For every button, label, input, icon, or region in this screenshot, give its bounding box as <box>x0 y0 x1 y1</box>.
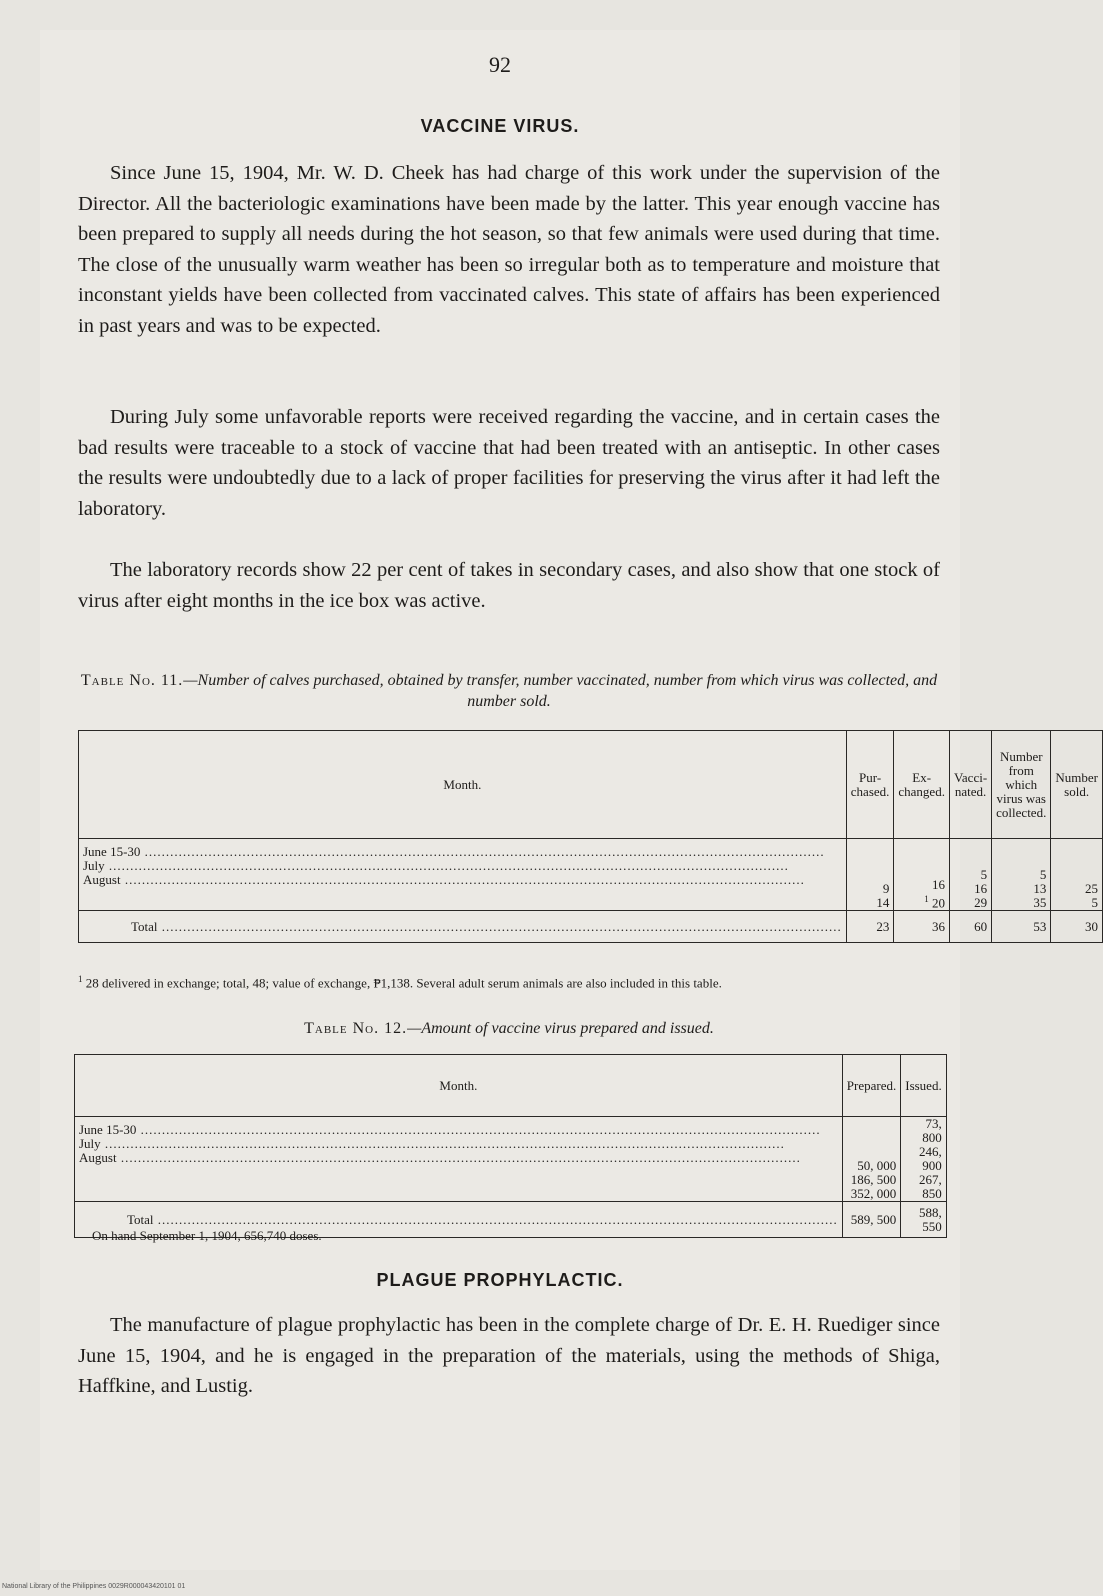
table-11-footnote <box>78 972 940 990</box>
t12-month-august: August ..... <box>79 1151 838 1165</box>
section-heading-plague-prophylactic: PLAGUE PROPHYLACTIC. <box>376 1270 624 1290</box>
t11-total-collected: 53 <box>992 911 1051 943</box>
t11-total-label: Total ..... <box>83 920 842 934</box>
t11-header-purchased: Pur- chased. <box>846 731 894 839</box>
paragraph-3: The laboratory records show 22 per cent of takes in secondary cases, and also show that one stock of virus after eight months in the ice box was active. <box>78 559 940 612</box>
t11-collected-july: 13 <box>1033 881 1047 896</box>
t11-month-july: July ..... <box>83 859 842 873</box>
t11-sold-august: 5 <box>1091 895 1098 910</box>
t12-header-prepared: Prepared. <box>842 1055 900 1117</box>
t11-total-sold: 30 <box>1051 911 1103 943</box>
table-11-caption-text: —Number of calves purchased, obtained by transfer, number vaccinated, number from which virus was collected, and number sold. <box>183 672 938 710</box>
t11-header-sold: Number sold. <box>1051 731 1103 839</box>
table-12-caption <box>78 1018 940 1039</box>
paragraph-2: During July some unfavorable reports were received regarding the vaccine, and in certain cases the bad results were traceable to a stock of vaccine that had been treated with an antiseptic. In other cases the results were undoubtedly due to a lack of proper facilities for preserving the virus after it had left the laboratory. <box>78 406 940 520</box>
table-12-label: Table No. 12. <box>304 1020 408 1037</box>
t11-collected-cell <box>992 839 1051 911</box>
t12-month-cell <box>75 1117 843 1202</box>
t11-sold-cell <box>1051 839 1103 911</box>
t11-total-exchanged: 36 <box>894 911 950 943</box>
t11-month-june: June 15-30 ..... <box>83 845 842 859</box>
t11-month-august: August ..... <box>83 873 842 887</box>
t11-header-vaccinated: Vacci- nated. <box>949 731 991 839</box>
table-11-label: Table No. 11. <box>80 672 184 689</box>
t11-total-label-cell <box>79 911 847 943</box>
t12-header-month: Month. <box>75 1055 843 1117</box>
t12-total-prepared: 589, 500 <box>842 1202 900 1238</box>
table-12-note: On hand September 1, 1904, 656,740 doses. <box>92 1228 322 1243</box>
footnote-text: 28 delivered in exchange; total, 48; value of exchange, ₱1,138. Several adult serum animals are also included in this table. <box>85 975 722 991</box>
t11-exchanged-cell <box>894 839 950 911</box>
t12-issued-august: 267, 850 <box>918 1172 942 1201</box>
t11-purchased-july: 9 <box>882 881 890 896</box>
t11-vaccinated-july: 16 <box>974 881 988 896</box>
table-11 <box>78 730 1103 943</box>
paragraph-1: Since June 15, 1904, Mr. W. D. Cheek has had charge of this work under the supervision of the Director. All the bacteriologic examinations have been made by the latter. This year enough vaccine has been prepared to supply all needs during the hot season, so that few animals were used during that time. The close of the unusually warm weather has been so irregular both as to temperature and moisture that inconstant yields have been collected from vaccinated calves. This state of affairs has been experienced in past years and was to be expected. <box>78 162 940 337</box>
t12-header-issued: Issued. <box>901 1055 946 1117</box>
t11-total-vaccinated: 60 <box>949 911 991 943</box>
t11-total-purchased: 23 <box>846 911 894 943</box>
table-11-caption <box>78 670 940 712</box>
t12-prepared-june: 50, 000 <box>857 1158 897 1173</box>
footnote-mark: 1 <box>78 974 83 984</box>
t11-exchanged-august: 20 <box>931 895 945 910</box>
t11-exchanged-footnote-ref: 1 <box>924 893 929 904</box>
t11-vaccinated-june: 5 <box>980 867 988 882</box>
t11-sold-july: 25 <box>1084 881 1098 896</box>
t11-header-collected: Number from which virus was collected. <box>992 731 1051 839</box>
t12-issued-june: 73, 800 <box>922 1116 942 1145</box>
t11-header-exchanged: Ex- changed. <box>894 731 950 839</box>
t11-purchased-cell <box>846 839 894 911</box>
t11-vaccinated-cell <box>949 839 991 911</box>
section-heading-vaccine-virus: VACCINE VIRUS. <box>420 116 580 136</box>
t12-total-label: Total ..... <box>79 1213 838 1227</box>
scan-footer: National Library of the Philippines 0029R000043420101 01 <box>2 1583 186 1590</box>
t11-purchased-august: 14 <box>876 895 890 910</box>
t12-prepared-july: 186, 500 <box>850 1172 897 1187</box>
t11-month-cell <box>79 839 847 911</box>
page-number: 92 <box>489 52 511 77</box>
t11-collected-august: 35 <box>1033 895 1047 910</box>
t11-vaccinated-august: 29 <box>974 895 988 910</box>
t12-prepared-august: 352, 000 <box>850 1186 897 1201</box>
t11-header-month: Month. <box>79 731 847 839</box>
t12-month-july: July ..... <box>79 1137 838 1151</box>
table-12-caption-text: —Amount of vaccine virus prepared and issued. <box>407 1020 714 1037</box>
t12-month-june: June 15-30 ..... <box>79 1123 838 1137</box>
paragraph-4: The manufacture of plague prophylactic has been in the complete charge of Dr. E. H. Ruediger since June 15, 1904, and he is engaged in the preparation of the materials, using the methods of Shiga, Haffkine, and Lustig. <box>78 1314 940 1397</box>
t12-issued-cell <box>901 1117 946 1202</box>
table-12 <box>74 1054 947 1238</box>
t11-exchanged-july: 16 <box>931 876 945 892</box>
document-page <box>40 30 1098 1570</box>
t11-collected-june: 5 <box>1039 867 1047 882</box>
t12-issued-july: 246, 900 <box>918 1144 942 1173</box>
t12-total-issued: 588, 550 <box>901 1202 946 1238</box>
t12-prepared-cell <box>842 1117 900 1202</box>
